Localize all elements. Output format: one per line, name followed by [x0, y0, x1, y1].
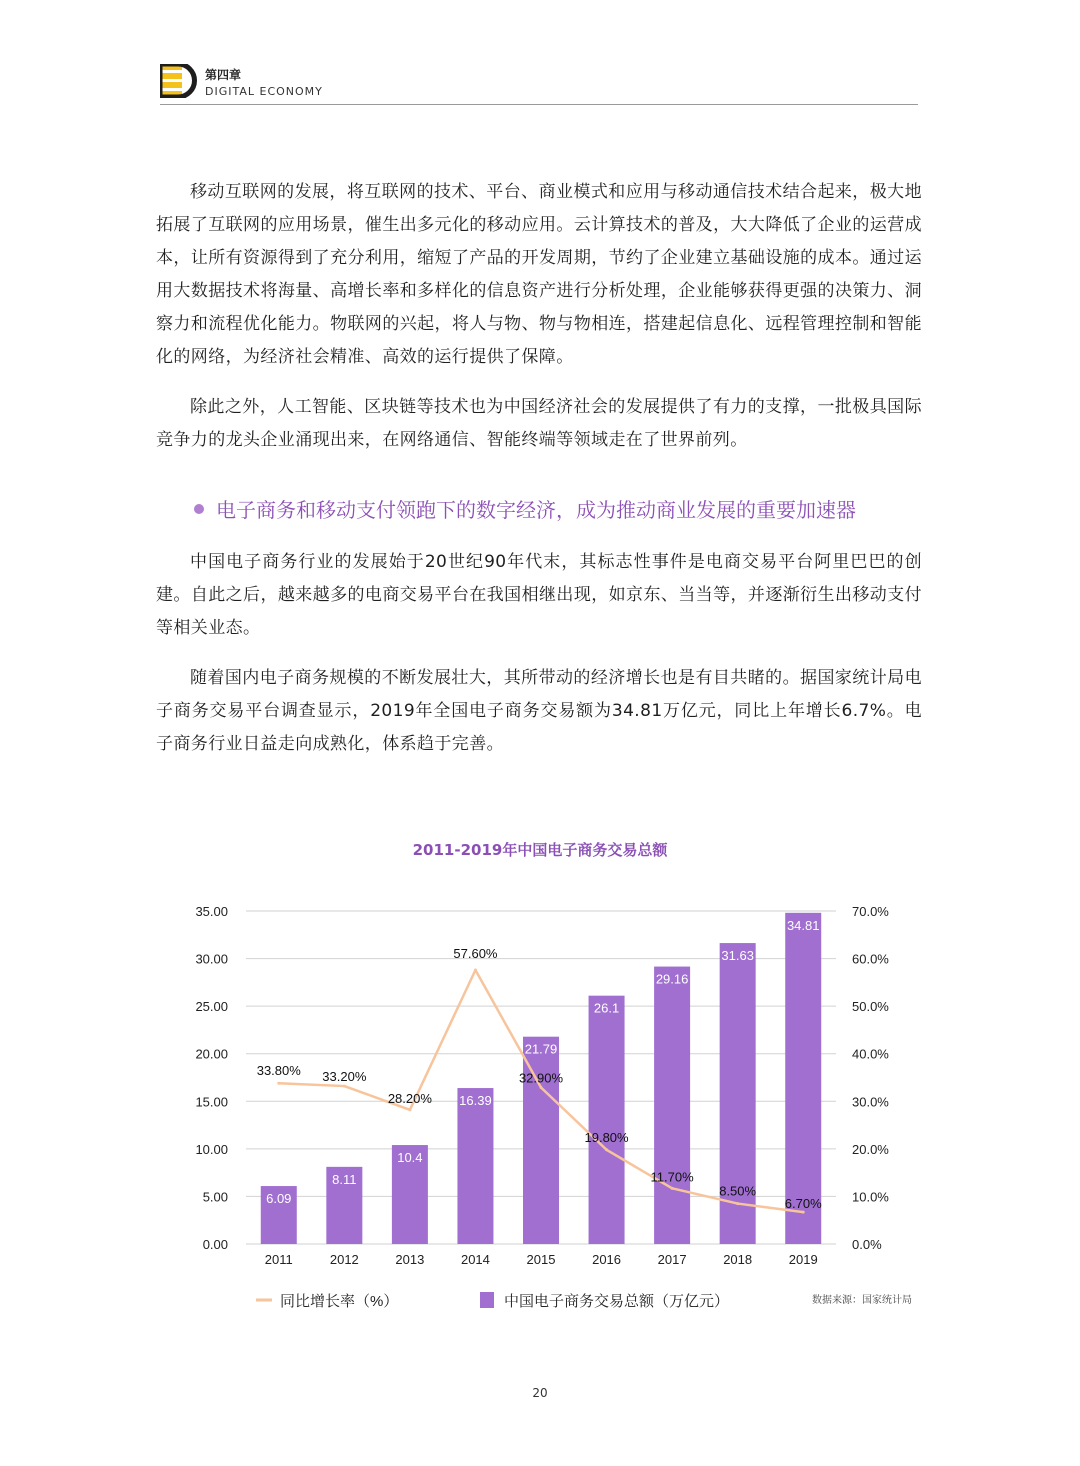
digital-economy-logo-icon — [160, 64, 198, 98]
page-number: 20 — [532, 1386, 548, 1400]
y-tick-label-right: 0.0% — [852, 1237, 882, 1252]
x-tick-label: 2011 — [264, 1252, 293, 1267]
line-data-label: 6.70% — [784, 1196, 822, 1212]
y-tick-label-left: 25.00 — [195, 999, 228, 1015]
x-tick-label: 2018 — [723, 1252, 753, 1267]
y-tick-label-left: 0.00 — [202, 1237, 228, 1252]
line-data-label: 33.20% — [322, 1069, 367, 1085]
chart-source-note: 数据来源：国家统计局 — [812, 1295, 912, 1306]
line-point — [605, 1148, 608, 1151]
chapter-label: 第四章 — [205, 68, 242, 82]
line-point — [408, 1108, 411, 1111]
legend-label-growth-rate: 同比增长率（%） — [280, 1293, 399, 1310]
line-data-label: 19.80% — [584, 1129, 629, 1145]
x-tick-label: 2019 — [788, 1252, 818, 1267]
bar — [457, 1088, 493, 1244]
x-tick-label: 2016 — [592, 1252, 622, 1267]
y-tick-label-right: 30.0% — [852, 1094, 889, 1110]
y-tick-label-right: 60.0% — [852, 951, 889, 967]
line-point — [540, 1086, 543, 1089]
y-tick-label-right: 70.0% — [852, 904, 889, 919]
x-tick-label: 2017 — [657, 1252, 687, 1267]
bar — [654, 967, 690, 1244]
y-tick-label-right: 40.0% — [852, 1046, 889, 1062]
bar — [589, 996, 625, 1244]
bar-data-label: 10.4 — [397, 1150, 423, 1166]
line-data-label: 57.60% — [453, 945, 498, 961]
line-data-label: 11.70% — [650, 1169, 694, 1185]
bar-data-label: 31.63 — [721, 948, 754, 964]
bar-data-label: 6.09 — [266, 1191, 292, 1207]
legend-label-transaction-volume: 中国电子商务交易总额（万亿元） — [504, 1293, 730, 1310]
y-tick-label-right: 50.0% — [852, 999, 889, 1015]
y-tick-label-right: 20.0% — [852, 1141, 889, 1157]
bar-data-label: 26.1 — [593, 1000, 620, 1016]
paragraph-4: 随着国内电子商务规模的不断发展壮大，其所带动的经济增长也是有目共睹的。据国家统计局电子商务交易平台调查显示，2019年全国电子商务交易额为34.81万亿元，同比上年增长6.7%。电子商务行业日益走向成熟化，体系趋于完善。 — [156, 668, 922, 754]
y-tick-label-left: 10.00 — [195, 1141, 228, 1157]
y-tick-label-right: 10.0% — [852, 1189, 889, 1205]
header-subtitle: DIGITAL ECONOMY — [205, 85, 323, 98]
bar-data-label: 29.16 — [655, 971, 689, 987]
bar — [785, 913, 821, 1244]
bar — [523, 1037, 559, 1244]
paragraph-3: 中国电子商务行业的发展始于20世纪90年代末，其标志性事件是电商交易平台阿里巴巴的创建。自此之后，越来越多的电商交易平台在我国相继出现，如京东、当当等，并逐渐衍生出移动支付等相关业态。 — [156, 552, 922, 638]
bar-data-label: 8.11 — [332, 1171, 357, 1187]
line-data-label: 33.80% — [256, 1063, 301, 1079]
line-data-label: 32.90% — [518, 1070, 564, 1086]
y-tick-label-left: 35.00 — [195, 904, 228, 919]
x-tick-label: 2015 — [526, 1252, 556, 1267]
line-point — [671, 1187, 674, 1190]
ecommerce-chart — [0, 890, 1080, 1330]
x-tick-label: 2014 — [460, 1252, 490, 1267]
bar-data-label: 21.79 — [524, 1041, 558, 1057]
y-tick-label-left: 5.00 — [202, 1189, 228, 1205]
paragraph-2: 除此之外，人工智能、区块链等技术也为中国经济社会的发展提供了有力的支撑，一批极具国际竞争力的龙头企业涌现出来，在网络通信、智能终端等领域走在了世界前列。 — [156, 397, 922, 450]
y-tick-label-left: 15.00 — [195, 1094, 228, 1110]
x-tick-label: 2013 — [395, 1252, 425, 1267]
bullet-dot-icon — [194, 504, 204, 514]
x-tick-label: 2012 — [329, 1252, 359, 1267]
chart-title: 2011-2019年中国电子商务交易总额 — [412, 841, 668, 859]
line-point — [474, 968, 477, 971]
y-tick-label-left: 20.00 — [195, 1046, 228, 1062]
section-heading-text: 电子商务和移动支付领跑下的数字经济，成为推动商业发展的重要加速器 — [216, 498, 856, 522]
bar-data-label: 16.39 — [459, 1093, 492, 1109]
line-point — [277, 1082, 280, 1085]
line-point — [736, 1202, 739, 1205]
bar-data-label: 34.81 — [786, 917, 820, 933]
line-data-label: 8.50% — [719, 1183, 757, 1199]
paragraph-1: 移动互联网的发展，将互联网的技术、平台、商业模式和应用与移动通信技术结合起来，极大地拓展了互联网的应用场景，催生出多元化的移动应用。云计算技术的普及，大大降低了企业的运营成本，让所有资源得到了充分利用，缩短了产品的开发周期，节约了企业建立基础设施的成本。通过运用大数据技术将海量、高增长率和多样化的信息资产进行分析处理，企业能够获得更强的决策力、洞察力和流程优化能力。物联网的兴起，将人与物、物与物相连，搭建起信息化、远程管理控制和智能化的网络，为经济社会精准、高效的运行提供了保障。 — [156, 182, 922, 367]
legend-bar-swatch — [480, 1292, 494, 1308]
line-point — [343, 1085, 346, 1088]
y-tick-label-left: 30.00 — [195, 951, 228, 967]
bar — [720, 943, 756, 1244]
line-data-label: 28.20% — [387, 1090, 432, 1106]
section-heading — [194, 494, 856, 523]
page-header — [160, 62, 918, 105]
